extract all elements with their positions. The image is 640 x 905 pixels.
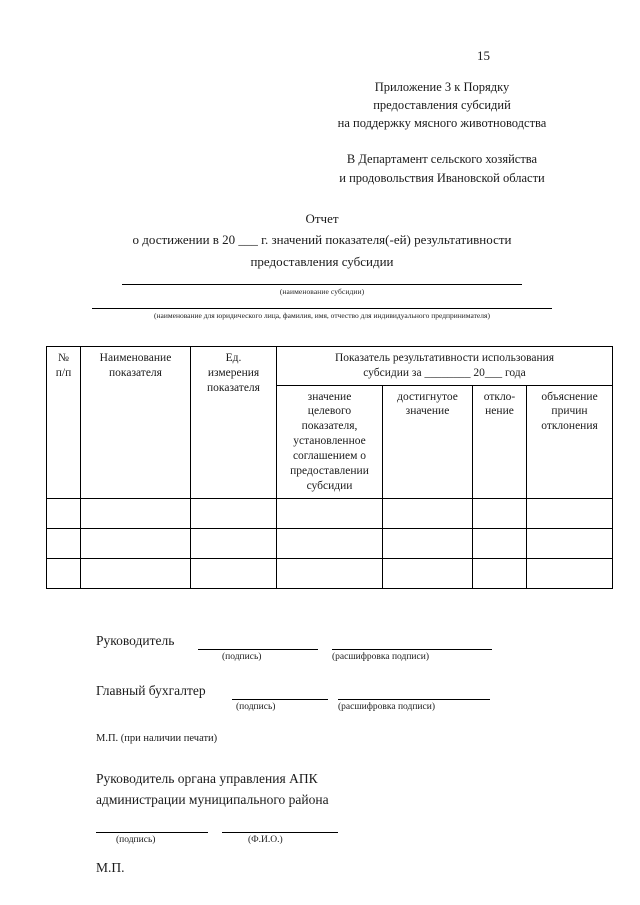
appendix-line-1: Приложение 3 к Порядку (374, 80, 510, 94)
cell-unit[interactable] (191, 529, 277, 559)
th-achieved-line-1: достигнутое (397, 390, 458, 403)
cell-achieved-value[interactable] (383, 499, 473, 529)
cell-unit[interactable] (191, 559, 277, 589)
subsidy-name-caption: (наименование субсидии) (279, 286, 365, 296)
th-achieved-line-2: значение (405, 405, 450, 418)
cell-indicator-name[interactable] (81, 529, 191, 559)
th-target-line-3: показателя, (301, 420, 358, 433)
th-unit-line-3: показателя (207, 381, 260, 394)
table-row[interactable] (47, 559, 613, 589)
appendix-line-3: на поддержку мясного животноводства (337, 116, 547, 131)
th-group-line-1: Показатель результативности использования (334, 351, 555, 364)
stamp-note-2: М.П. (96, 859, 125, 875)
accountant-decoding-caption: (расшифровка подписи) (338, 702, 435, 713)
apk-signature-line[interactable] (96, 832, 208, 833)
th-explanation-line-2: причин (551, 405, 588, 418)
entity-name-caption: (наименование для юридического лица, фамилия, имя, отчество для индивидуального предпринимателя) (154, 310, 490, 320)
th-group-line-2: субсидии за ________ 20___ года (363, 366, 526, 379)
stamp-note (96, 727, 598, 747)
apk-fio-caption: (Ф.И.О.) (248, 834, 283, 845)
cell-explanation[interactable] (527, 499, 613, 529)
cell-deviation[interactable] (473, 499, 527, 529)
cell-deviation[interactable] (473, 529, 527, 559)
head-signature-caption: (подпись) (222, 652, 262, 663)
th-explanation (527, 385, 613, 499)
th-indicator-name (81, 346, 191, 498)
apk-fio-line[interactable] (222, 832, 338, 833)
th-deviation (473, 385, 527, 499)
head-label: Руководитель (96, 633, 175, 649)
accountant-signature-line[interactable] (232, 699, 328, 700)
cell-explanation[interactable] (527, 529, 613, 559)
head-decoding-caption: (расшифровка подписи) (332, 652, 429, 663)
page-number: 15 (477, 48, 490, 63)
appendix-line-2: предоставления субсидий (373, 98, 511, 113)
head-decoding-line[interactable] (332, 649, 492, 650)
th-target-line-4: установленное (293, 435, 366, 448)
cell-number[interactable] (47, 499, 81, 529)
cell-number[interactable] (47, 529, 81, 559)
th-explanation-line-3: отклонения (541, 420, 598, 433)
report-title-line-1: о достижении в 20 ___ г. значений показателя(-ей) результативности (132, 231, 512, 247)
th-target-line-5: соглашением о (292, 450, 367, 463)
th-number (47, 346, 81, 498)
report-title-line-2: предоставления субсидии (250, 254, 394, 270)
th-target-line-6: предоставлении (290, 465, 369, 478)
th-target-line-2: целевого (307, 405, 352, 418)
apk-signature-row (46, 822, 598, 856)
accountant-label: Главный бухгалтер (96, 683, 206, 699)
cell-deviation[interactable] (473, 559, 527, 589)
accountant-signature-caption: (подпись) (236, 702, 276, 713)
th-target-line-1: значение (307, 390, 352, 403)
head-signature-line[interactable] (198, 649, 318, 650)
table-header-row-1 (47, 346, 613, 385)
th-target-value (277, 385, 383, 499)
cell-target-value[interactable] (277, 559, 383, 589)
stamp-note-text: М.П. (при наличии печати) (96, 733, 218, 745)
cell-target-value[interactable] (277, 529, 383, 559)
th-unit-line-2: измерения (207, 366, 260, 379)
appendix-block (296, 78, 588, 132)
signature-area (46, 633, 598, 878)
th-group-performance (277, 346, 613, 385)
department-line-2: и продовольствия Ивановской области (339, 170, 545, 185)
report-title-word: Отчет (305, 210, 339, 226)
apk-head-line-2: администрации муниципального района (96, 791, 329, 807)
th-target-line-7: субсидии (306, 480, 353, 493)
th-unit (191, 346, 277, 498)
apk-signature-caption: (подпись) (116, 834, 156, 845)
cell-achieved-value[interactable] (383, 529, 473, 559)
apk-head-line-1: Руководитель органа управления АПК (96, 771, 318, 787)
accountant-decoding-line[interactable] (338, 699, 490, 700)
cell-target-value[interactable] (277, 499, 383, 529)
th-number-line-2: п/п (55, 366, 72, 379)
cell-achieved-value[interactable] (383, 559, 473, 589)
th-explanation-line-1: объяснение (541, 390, 598, 403)
th-indicator-name-line-1: Наименование (99, 351, 172, 364)
entity-name-rule (92, 308, 552, 309)
th-deviation-line-2: нение (485, 405, 514, 418)
table-row[interactable] (47, 529, 613, 559)
cell-indicator-name[interactable] (81, 559, 191, 589)
th-achieved-value (383, 385, 473, 499)
table-row[interactable] (47, 499, 613, 529)
department-line-1: В Департамент сельского хозяйства (346, 152, 538, 167)
th-indicator-name-line-2: показателя (109, 366, 162, 379)
department-block (296, 150, 588, 186)
cell-explanation[interactable] (527, 559, 613, 589)
th-number-line-1: № (58, 351, 69, 364)
th-deviation-line-1: откло- (483, 390, 516, 403)
cell-unit[interactable] (191, 499, 277, 529)
accountant-signature-row (46, 683, 598, 717)
th-unit-line-1: Ед. (225, 351, 242, 364)
subsidy-name-rule (122, 284, 522, 285)
results-table (46, 346, 613, 589)
cell-number[interactable] (47, 559, 81, 589)
head-signature-row (46, 633, 598, 667)
cell-indicator-name[interactable] (81, 499, 191, 529)
